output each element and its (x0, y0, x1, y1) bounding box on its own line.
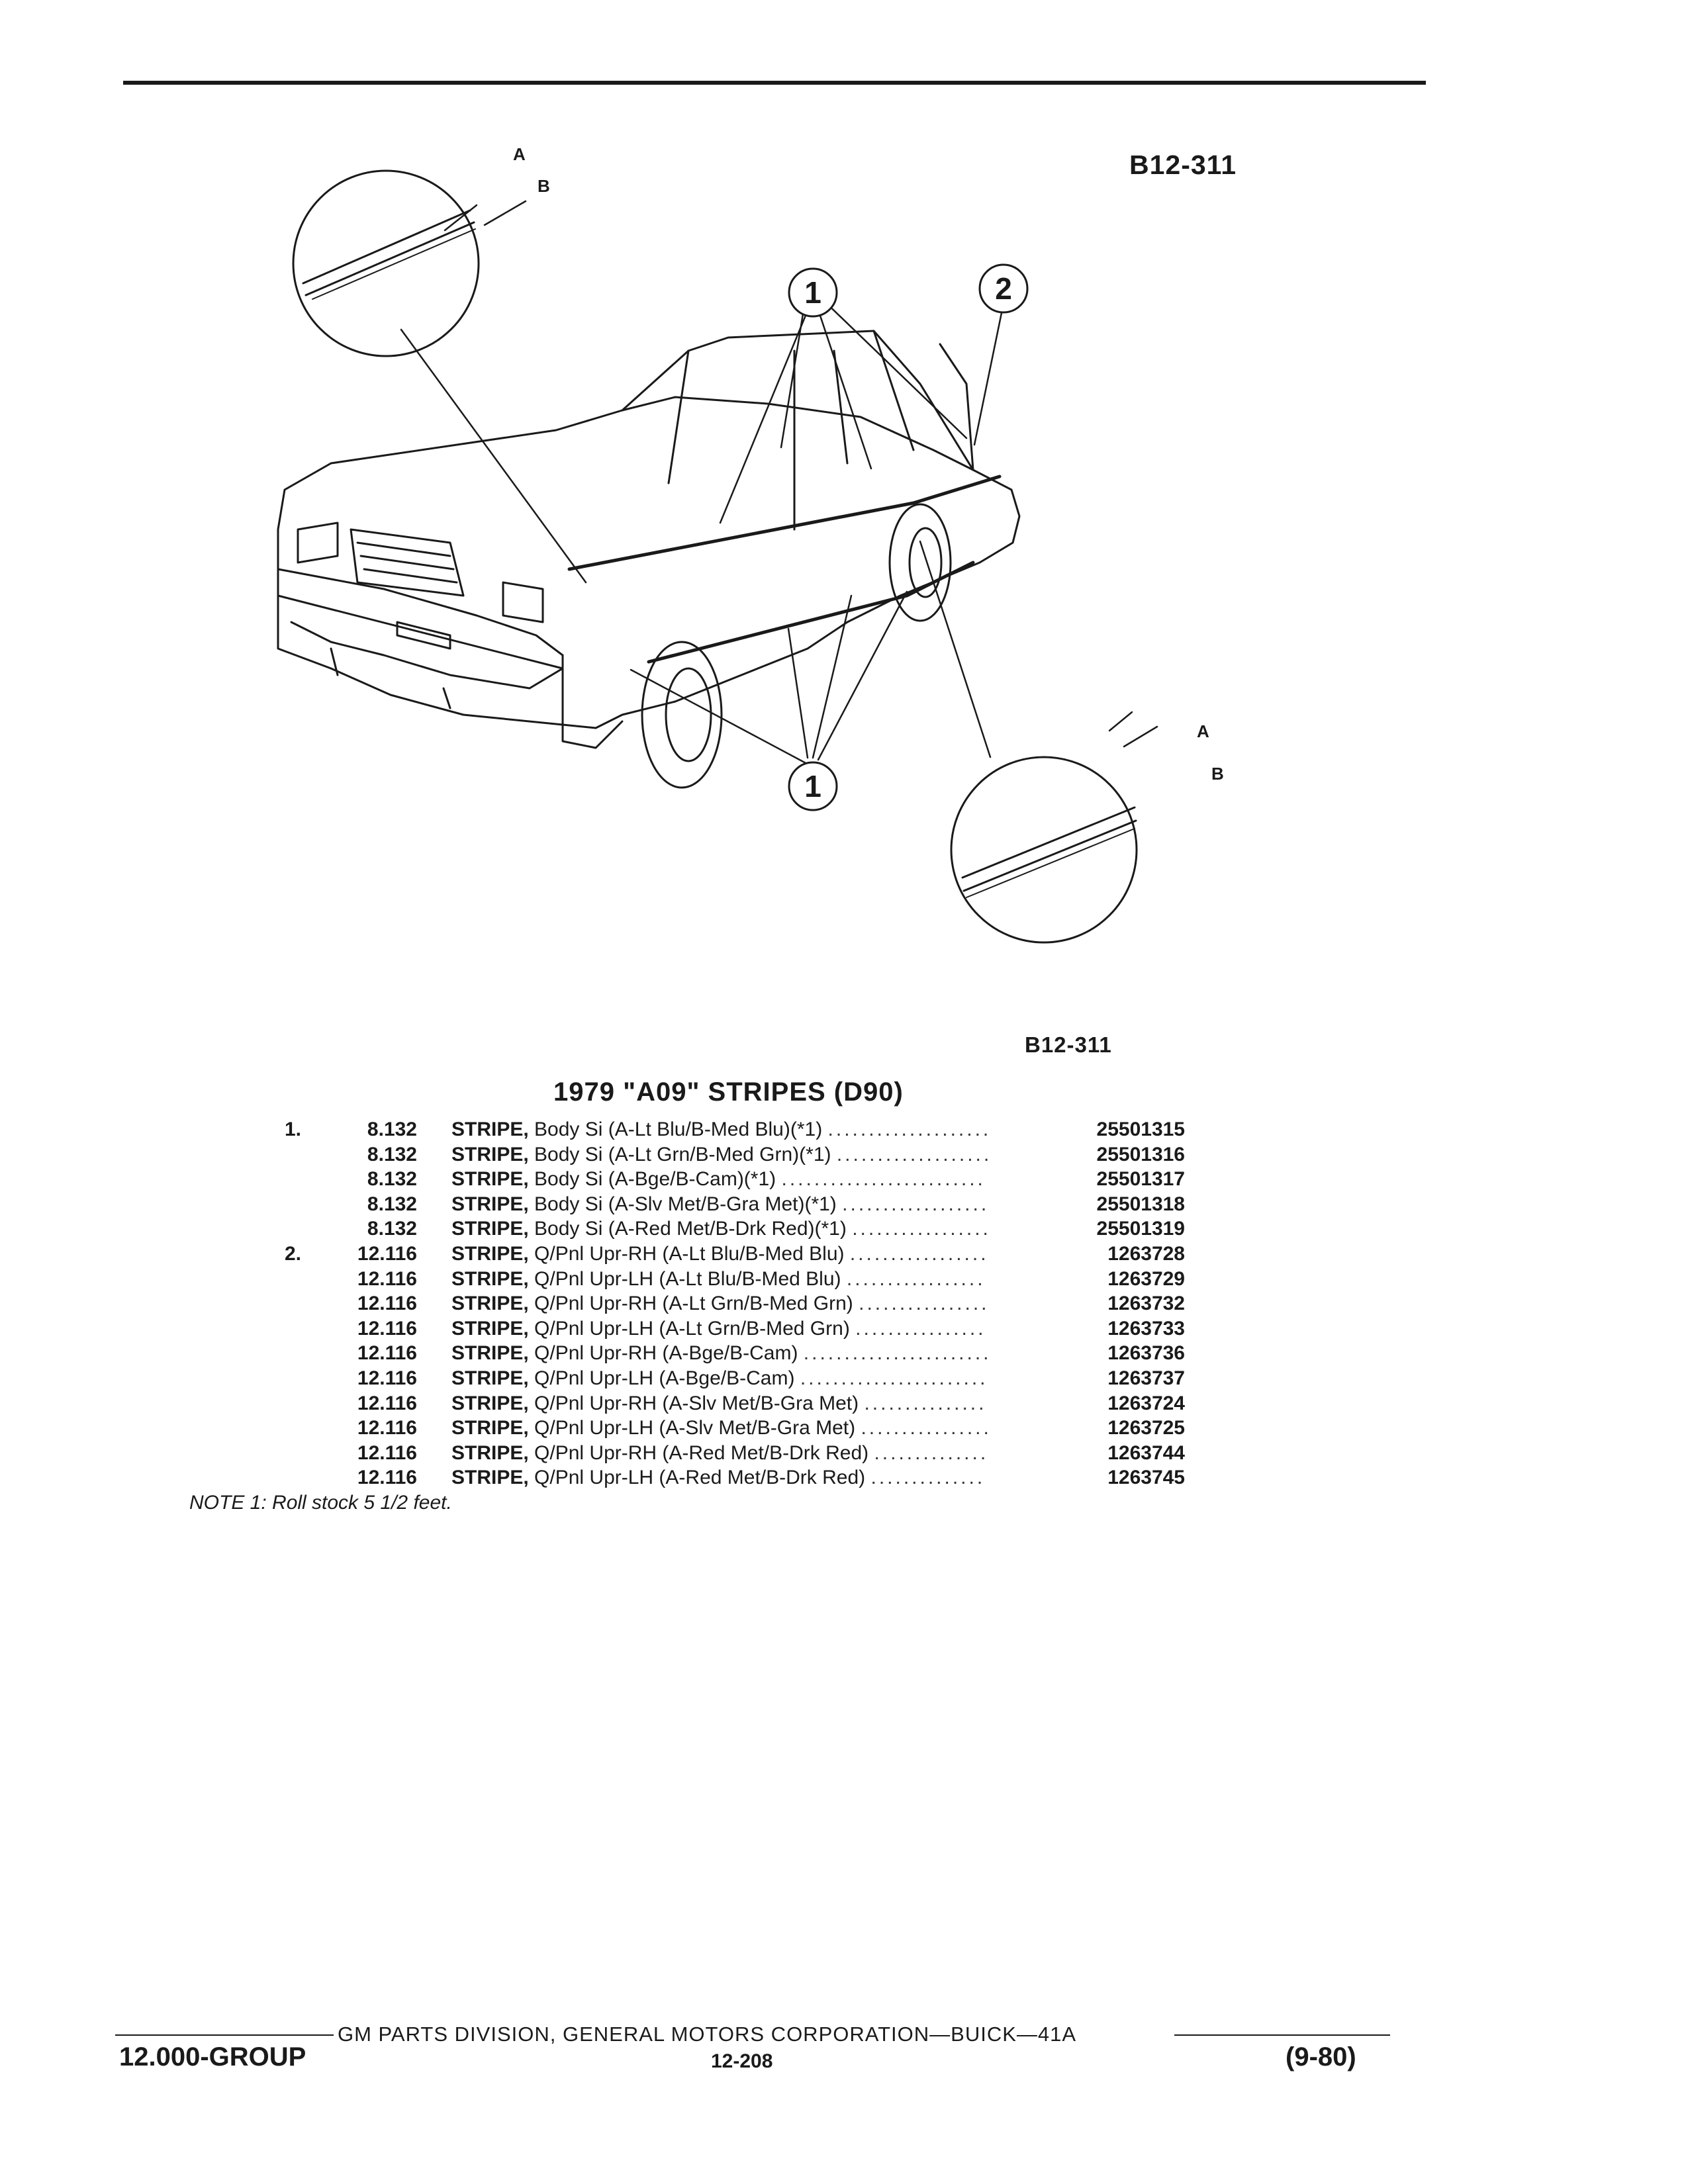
part-row (265, 1142, 1271, 1167)
part-row (265, 1316, 1271, 1342)
part-number: 1263737 (1107, 1367, 1185, 1389)
part-detail: Q/Pnl Upr-LH (A-Red Met/B-Drk Red) (534, 1467, 866, 1489)
part-detail: Q/Pnl Upr-RH (A-Bge/B-Cam) (534, 1342, 798, 1365)
leader-dots: ............... (864, 1392, 987, 1414)
part-description (451, 1341, 992, 1366)
part-name: STRIPE, (451, 1143, 529, 1165)
part-description (451, 1267, 986, 1292)
part-group-number: 12.116 (357, 1242, 417, 1265)
part-name: STRIPE, (451, 1317, 529, 1340)
part-name: STRIPE, (451, 1441, 529, 1464)
part-group-number: 12.116 (357, 1267, 417, 1290)
callout-1-top-label: 1 (804, 275, 821, 310)
footer-date: (9-80) (1286, 2042, 1356, 2071)
footer-publisher: GM PARTS DIVISION, GENERAL MOTORS CORPORATION—BUICK—41A (338, 2023, 1077, 2046)
part-detail: Q/Pnl Upr-LH (A-Lt Blu/B-Med Blu) (534, 1267, 841, 1290)
part-row (265, 1291, 1271, 1316)
part-name: STRIPE, (451, 1417, 529, 1439)
part-name: STRIPE, (451, 1467, 529, 1489)
part-detail: Q/Pnl Upr-RH (A-Lt Grn/B-Med Grn) (534, 1293, 853, 1315)
callout-2-label: 2 (995, 271, 1012, 306)
part-number: 1263745 (1107, 1467, 1185, 1489)
part-row (265, 1117, 1271, 1142)
parts-list (265, 1117, 1271, 1490)
part-number: 25501315 (1096, 1118, 1185, 1140)
leader-dots: ................. (846, 1267, 986, 1290)
part-group-number: 12.116 (357, 1293, 417, 1315)
part-group-number: 12.116 (357, 1317, 417, 1340)
part-detail: Q/Pnl Upr-RH (A-Slv Met/B-Gra Met) (534, 1392, 859, 1414)
callout-1-bottom-label: 1 (804, 769, 821, 803)
part-number: 1263724 (1107, 1392, 1185, 1414)
part-row (265, 1267, 1271, 1292)
part-number: 25501316 (1096, 1143, 1185, 1165)
part-index: 2. (285, 1242, 302, 1265)
leader-dots: .............. (870, 1467, 986, 1489)
figure-code-bottom: B12-311 (1025, 1032, 1112, 1057)
part-description (451, 1291, 990, 1316)
part-group-number: 8.132 (367, 1168, 417, 1191)
part-detail: Body Si (A-Slv Met/B-Gra Met)(*1) (534, 1193, 837, 1215)
part-description (451, 1117, 991, 1142)
part-description (451, 1316, 986, 1342)
footer-rule-right (1174, 2034, 1390, 2036)
leader-dots: ................ (859, 1293, 990, 1315)
part-group-number: 12.116 (357, 1441, 417, 1464)
part-row (265, 1192, 1271, 1217)
part-description (451, 1441, 988, 1466)
part-detail: Body Si (A-Lt Grn/B-Med Grn)(*1) (534, 1143, 831, 1165)
part-row (265, 1441, 1271, 1466)
detail-label-a-bottom: A (1197, 721, 1209, 741)
part-detail: Body Si (A-Bge/B-Cam)(*1) (534, 1168, 776, 1191)
part-name: STRIPE, (451, 1392, 529, 1414)
part-name: STRIPE, (451, 1193, 529, 1215)
footnote: NOTE 1: Roll stock 5 1/2 feet. (189, 1492, 452, 1514)
part-name: STRIPE, (451, 1168, 529, 1191)
part-number: 25501317 (1096, 1168, 1185, 1191)
leader-lines (401, 201, 1157, 764)
part-number: 1263736 (1107, 1342, 1185, 1365)
leader-dots: ................... (836, 1143, 992, 1165)
car-outline (278, 331, 1019, 788)
part-row (265, 1341, 1271, 1366)
part-description (451, 1465, 985, 1490)
part-name: STRIPE, (451, 1293, 529, 1315)
part-description (451, 1216, 991, 1242)
footer-rule-left (115, 2034, 334, 2036)
part-index: 1. (285, 1118, 302, 1140)
leader-dots: ....................... (800, 1367, 988, 1389)
part-description (451, 1391, 986, 1416)
part-group-number: 12.116 (357, 1417, 417, 1439)
lower-stripe-detail-circle (951, 757, 1137, 942)
leader-dots: .............. (874, 1441, 989, 1464)
part-group-number: 12.116 (357, 1367, 417, 1389)
part-detail: Q/Pnl Upr-RH (A-Lt Blu/B-Med Blu) (534, 1242, 845, 1265)
figure-code-top: B12-311 (1129, 150, 1237, 180)
leader-dots: ....................... (803, 1342, 992, 1365)
part-group-number: 8.132 (367, 1193, 417, 1215)
part-row (265, 1465, 1271, 1490)
leader-dots: ................. (852, 1218, 991, 1240)
part-description (451, 1142, 992, 1167)
part-number: 1263732 (1107, 1293, 1185, 1315)
top-rule (123, 81, 1426, 85)
part-name: STRIPE, (451, 1342, 529, 1365)
leader-dots: ......................... (781, 1168, 986, 1191)
car-stripe-illustration (252, 132, 1258, 953)
body-stripes (569, 477, 1000, 662)
part-row (265, 1216, 1271, 1242)
part-row (265, 1366, 1271, 1391)
part-detail: Q/Pnl Upr-LH (A-Bge/B-Cam) (534, 1367, 795, 1389)
part-description (451, 1167, 986, 1192)
part-detail: Body Si (A-Lt Blu/B-Med Blu)(*1) (534, 1118, 823, 1140)
detail-label-b-bottom: B (1211, 764, 1224, 784)
leader-dots: .................... (827, 1118, 992, 1140)
part-row (265, 1242, 1271, 1267)
leader-dots: ................. (849, 1242, 989, 1265)
part-number: 1263733 (1107, 1317, 1185, 1340)
section-title: 1979 "A09" STRIPES (D90) (553, 1077, 904, 1107)
part-number: 1263725 (1107, 1417, 1185, 1439)
part-detail: Q/Pnl Upr-LH (A-Slv Met/B-Gra Met) (534, 1417, 856, 1439)
leader-dots: ................ (855, 1317, 986, 1340)
part-row (265, 1416, 1271, 1441)
part-group-number: 8.132 (367, 1118, 417, 1140)
part-number: 1263744 (1107, 1441, 1185, 1464)
leader-dots: ................ (861, 1417, 992, 1439)
part-group-number: 8.132 (367, 1143, 417, 1165)
leader-dots: .................. (842, 1193, 990, 1215)
part-group-number: 12.116 (357, 1392, 417, 1414)
part-description (451, 1192, 989, 1217)
part-name: STRIPE, (451, 1267, 529, 1290)
part-row (265, 1391, 1271, 1416)
part-group-number: 12.116 (357, 1467, 417, 1489)
part-description (451, 1366, 988, 1391)
part-row (265, 1167, 1271, 1192)
part-name: STRIPE, (451, 1218, 529, 1240)
upper-stripe-detail-circle (293, 171, 479, 356)
footer-page-number: 12-208 (711, 2050, 773, 2072)
part-name: STRIPE, (451, 1367, 529, 1389)
part-name: STRIPE, (451, 1118, 529, 1140)
part-detail: Body Si (A-Red Met/B-Drk Red)(*1) (534, 1218, 847, 1240)
part-group-number: 8.132 (367, 1218, 417, 1240)
detail-label-a-top: A (513, 144, 526, 164)
part-number: 25501318 (1096, 1193, 1185, 1215)
part-detail: Q/Pnl Upr-RH (A-Red Met/B-Drk Red) (534, 1441, 869, 1464)
part-name: STRIPE, (451, 1242, 529, 1265)
detail-label-b-top: B (538, 176, 550, 196)
part-number: 1263729 (1107, 1267, 1185, 1290)
part-detail: Q/Pnl Upr-LH (A-Lt Grn/B-Med Grn) (534, 1317, 850, 1340)
part-description (451, 1416, 992, 1441)
part-description (451, 1242, 989, 1267)
footer-group: 12.000-GROUP (119, 2042, 306, 2071)
part-number: 25501319 (1096, 1218, 1185, 1240)
part-number: 1263728 (1107, 1242, 1185, 1265)
part-group-number: 12.116 (357, 1342, 417, 1365)
